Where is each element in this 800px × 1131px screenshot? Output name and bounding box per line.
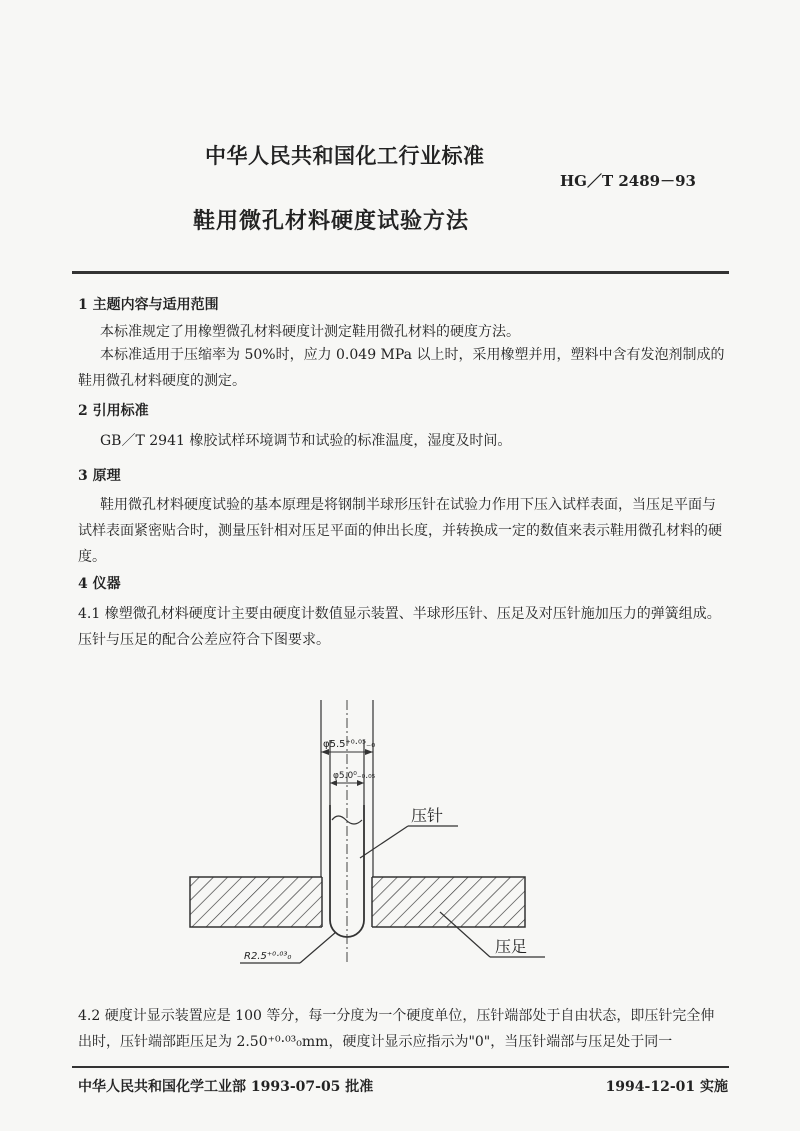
section-1-heading: 1 主题内容与适用范围	[78, 297, 219, 313]
needle-label: 压针	[411, 806, 444, 825]
section-1-para-1: 本标准规定了用橡塑微孔材料硬度计测定鞋用微孔材料的硬度方法。	[100, 324, 520, 340]
section-2-heading: 2 引用标准	[78, 403, 149, 419]
section-4-2-para: 4.2 硬度计显示装置应是 100 等分，每一分度为一个硬度单位，压针端部处于自由状态，即压针完全伸出时，压针端部距压足为 2.50⁺⁰·⁰³₀mm，硬度计显示应指示为"0"，当压针端部与压足处于同一	[78, 1008, 715, 1050]
header-rule	[72, 271, 729, 274]
outer-diameter-label: φ5.5⁺⁰·⁰⁵₋₀	[323, 739, 376, 750]
section-4-1-para: 4.1 橡塑微孔材料硬度计主要由硬度计数值显示装置、半球形压针、压足及对压针施加压力的弹簧组成。压针与压足的配合公差应符合下图要求。	[78, 606, 721, 648]
needle-leader	[360, 826, 408, 858]
section-4-heading: 4 仪器	[78, 576, 121, 592]
radius-leader	[300, 932, 336, 963]
approval-date: 中华人民共和国化学工业部 1993-07-05 批准	[78, 1079, 374, 1095]
document-title: 鞋用微孔材料硬度试验方法	[193, 209, 470, 234]
needle-foot-diagram	[0, 680, 800, 1000]
section-3-para-1: 鞋用微孔材料硬度试验的基本原理是将钢制半球形压针在试验力作用下压入试样表面，当压足平面与试样表面紧密贴合时，测量压针相对压足平面的伸出长度，并转换成一定的数值来表示鞋用微孔材料的硬度。	[78, 497, 722, 565]
footer-rule	[72, 1066, 729, 1068]
section-3-heading: 3 原理	[78, 468, 121, 484]
implementation-date: 1994-12-01 实施	[605, 1079, 728, 1095]
foot-label: 压足	[495, 937, 528, 956]
section-1-para-2: 本标准适用于压缩率为 50%时，应力 0.049 MPa 以上时，采用橡塑并用，塑料中含有发泡剂制成的鞋用微孔材料硬度的测定。	[78, 347, 725, 389]
inner-diameter-label: φ5.0⁰₋₀.₀₅	[333, 771, 376, 781]
issuing-body: 中华人民共和国化工行业标准	[205, 144, 485, 168]
section-2-para-1: GB／T 2941 橡胶试样环境调节和试验的标准温度，湿度及时间。	[100, 433, 512, 449]
standard-code: HG／T 2489－93	[560, 172, 696, 190]
radius-label: R2.5⁺⁰·⁰³₀	[244, 951, 292, 962]
